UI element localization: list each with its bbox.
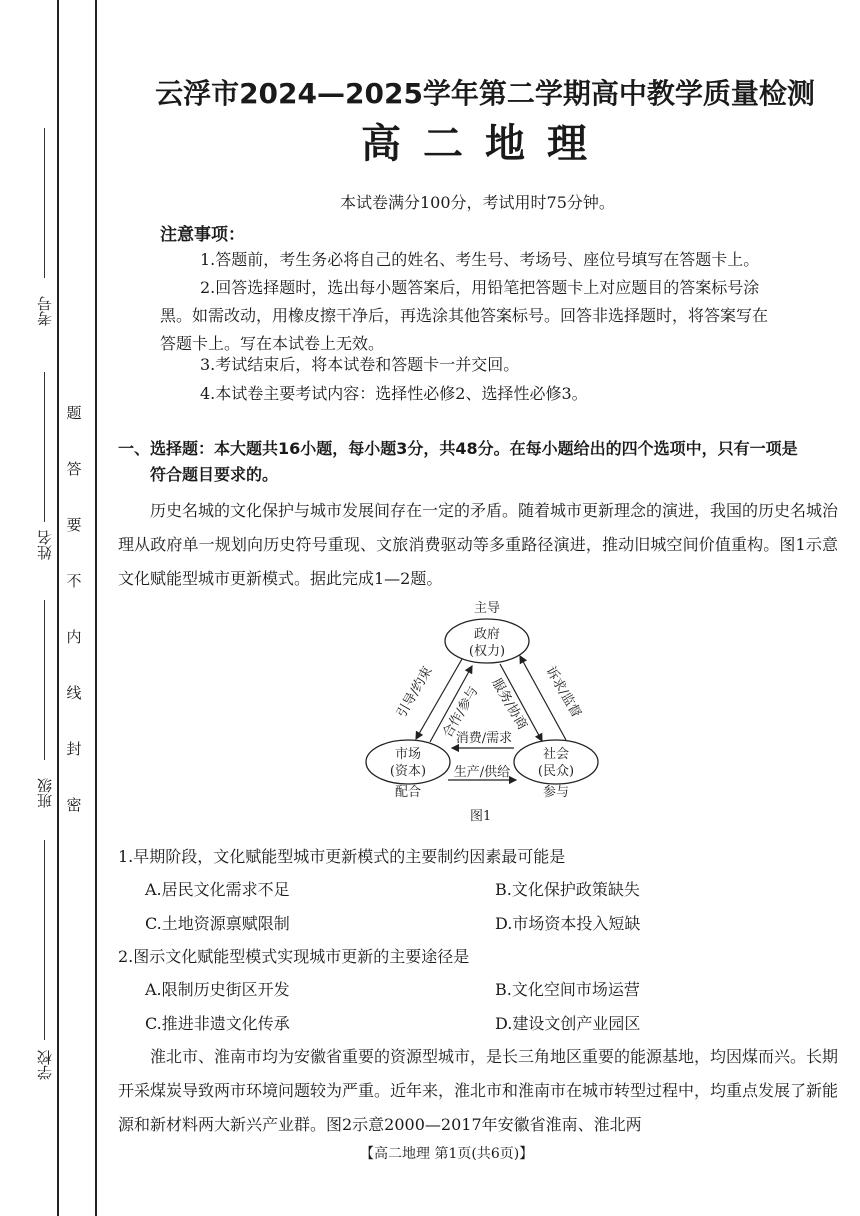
- notice-item: 2.回答选择题时，选出每小题答案后，用铅笔把答题卡上对应题目的答案标号涂: [200, 278, 760, 297]
- name-field[interactable]: [44, 372, 45, 522]
- seal-char: 要: [66, 516, 82, 534]
- figure-1-diagram: [350, 596, 610, 826]
- section-heading-cont: 符合题目要求的。: [150, 465, 279, 484]
- question-2-stem: 2.图示文化赋能型模式实现城市更新的主要途径是: [118, 947, 470, 966]
- society-sub: (民众): [537, 764, 575, 779]
- binding-line-right: [95, 0, 97, 1216]
- question-1-stem: 1.早期阶段，文化赋能型城市更新模式的主要制约因素最可能是: [118, 847, 566, 866]
- seal-char: 内: [66, 628, 82, 646]
- question-1-option-a[interactable]: A.居民文化需求不足: [145, 880, 290, 899]
- seal-char: 答: [66, 460, 82, 478]
- notice-item: 黑。如需改动，用橡皮擦干净后，再选涂其他答案标号。回答非选择题时，将答案写在: [160, 306, 769, 325]
- notice-item: 1.答题前，考生务必将自己的姓名、考生号、考场号、座位号填写在答题卡上。: [200, 250, 760, 269]
- passage-2: 淮北市、淮南市均为安徽省重要的资源型城市，是长三角地区重要的能源基地，均因煤而兴。长期开采煤炭导致两市环境问题较为严重。近年来，淮北市和淮南市在城市转型过程中，均重点发展了新能源和新材料两大新兴产业群。图2示意2000—2017年安徽省淮南、淮北两: [118, 1047, 839, 1134]
- edge-appeal-label: 诉求/监督: [542, 664, 584, 721]
- exam-number-field[interactable]: [44, 128, 45, 278]
- exam-title: 云浮市2024—2025学年第二学期高中教学质量检测: [155, 77, 815, 110]
- edge-consume-label: 消费/需求: [455, 731, 513, 746]
- passage-1: 历史名城的文化保护与城市发展间存在一定的矛盾。随着城市更新理念的演进，我国的历史名城治理从政府单一规划向历史符号重现、文旅消费驱动等多重路径演进，推动旧城空间价值重构。图1示意文化赋能型城市更新模式。据此完成1—2题。: [118, 501, 839, 588]
- government-label: 政府: [473, 627, 501, 642]
- market-sub: (资本): [389, 764, 427, 779]
- seal-char: 不: [66, 572, 82, 590]
- society-label: 社会: [542, 747, 570, 762]
- government-sub: (权力): [468, 644, 506, 659]
- edge-service-label: 服务/协商: [488, 676, 530, 733]
- market-role-label: 配合: [394, 785, 422, 800]
- edge-guide-label: 引导/约束: [394, 664, 436, 721]
- binding-line-left: [57, 0, 59, 1216]
- seal-char: 封: [66, 740, 82, 758]
- edge-coop-label: 合作/参与: [440, 684, 482, 741]
- question-2-option-d[interactable]: D.建设文创产业园区: [495, 1014, 641, 1033]
- question-2-option-b[interactable]: B.文化空间市场运营: [495, 980, 640, 999]
- class-label: 班级: [36, 778, 54, 808]
- question-1-option-b[interactable]: B.文化保护政策缺失: [495, 880, 640, 899]
- top-role-label: 主导: [473, 601, 501, 616]
- school-label: 学校: [36, 1050, 54, 1080]
- class-field[interactable]: [44, 600, 45, 760]
- seal-char: 题: [66, 404, 82, 422]
- notice-heading: 注意事项：: [160, 225, 245, 245]
- notice-item: 4.本试卷主要考试内容：选择性必修2、选择性必修3。: [200, 384, 588, 403]
- school-field[interactable]: [44, 840, 45, 1040]
- seal-char: 密: [66, 796, 82, 814]
- figure-1-caption: 图1: [470, 809, 492, 824]
- society-role-label: 参与: [542, 785, 570, 800]
- exam-number-label: 考号: [36, 296, 54, 326]
- section-heading: 一、选择题：本大题共16小题，每小题3分，共48分。在每小题给出的四个选项中，只有一项是: [118, 439, 798, 458]
- exam-info: 本试卷满分100分，考试用时75分钟。: [340, 193, 615, 212]
- question-1-option-d[interactable]: D.市场资本投入短缺: [495, 914, 641, 933]
- notice-item: 答题卡上。写在本试卷上无效。: [160, 334, 385, 353]
- page-footer: 【高二地理 第1页(共6页)】: [360, 1146, 534, 1162]
- seal-char: 线: [66, 684, 82, 702]
- subject-title: 高二地理: [361, 121, 609, 167]
- name-label: 姓名: [36, 530, 54, 560]
- notice-item: 3.考试结束后，将本试卷和答题卡一并交回。: [200, 355, 520, 374]
- question-2-option-a[interactable]: A.限制历史街区开发: [145, 980, 290, 999]
- question-2-option-c[interactable]: C.推进非遗文化传承: [145, 1014, 290, 1033]
- market-label: 市场: [394, 747, 422, 762]
- question-1-option-c[interactable]: C.土地资源禀赋限制: [145, 914, 290, 933]
- edge-produce-label: 生产/供给: [453, 765, 511, 780]
